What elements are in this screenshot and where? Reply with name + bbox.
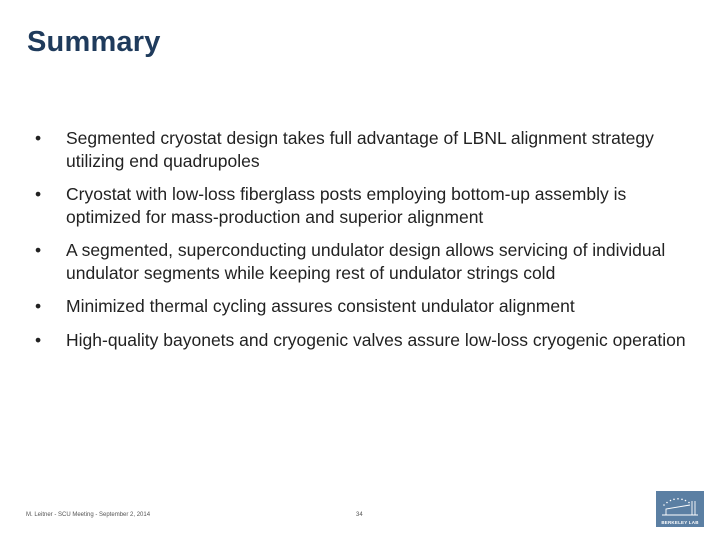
bullet-list [35, 127, 695, 362]
bullet-text: A segmented, superconducting undulator design allows servicing of individual undulator segments while keeping rest of undulator strings cold [66, 240, 666, 283]
bullet-text: High-quality bayonets and cryogenic valves assure low-loss cryogenic operation [66, 329, 686, 350]
bullet-item [35, 295, 695, 318]
bullet-dot: • [35, 184, 42, 204]
bullet-text: Segmented cryostat design takes full advantage of LBNL alignment strategy utilizing end quadrupoles [66, 128, 654, 171]
berkeley-lab-logo [656, 491, 704, 527]
bullet-dot: • [35, 329, 42, 350]
bullet-text: Minimized thermal cycling assures consistent undulator alignment [66, 296, 575, 316]
bullet-item [35, 127, 695, 172]
bullet-dot: • [35, 296, 42, 316]
footer-page-number: 34 [356, 512, 363, 518]
bullet-dot: • [35, 128, 42, 148]
bullet-item [35, 329, 695, 352]
slide-title: Summary [27, 26, 161, 58]
logo-text: BERKELEY LAB [661, 520, 699, 525]
bullet-item [35, 239, 695, 284]
bullet-item [35, 183, 695, 228]
bullet-dot: • [35, 240, 42, 260]
bullet-text: Cryostat with low-loss fiberglass posts employing bottom-up assembly is optimized for mass-production and superior alignment [66, 184, 627, 227]
footer-presenter-text: M. Leitner - SCU Meeting - September 2, 2014 [26, 512, 151, 518]
